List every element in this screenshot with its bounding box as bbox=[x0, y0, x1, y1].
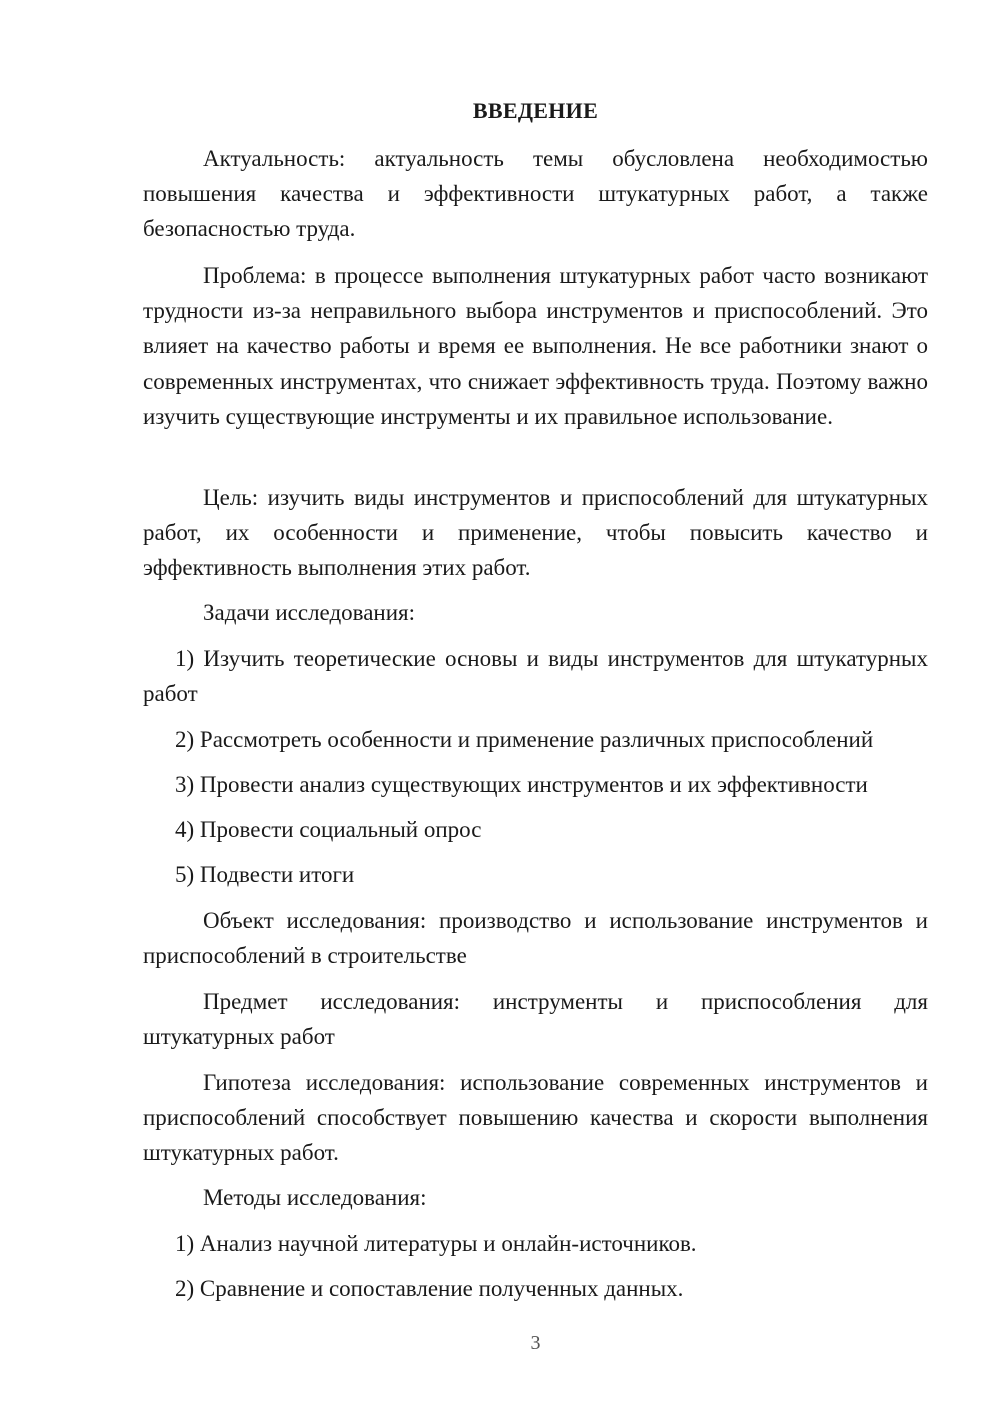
task-item-4: 4) Провести социальный опрос bbox=[175, 817, 482, 842]
task-item-5: 5) Подвести итоги bbox=[175, 862, 355, 887]
method-item-2: 2) Сравнение и сопоставление полученных данных. bbox=[175, 1276, 684, 1301]
paragraph-subject: Предмет исследования: инструменты и приспособления для штукатурных работ bbox=[143, 989, 928, 1050]
task-item-2: 2) Рассмотреть особенности и применение различных приспособлений bbox=[175, 727, 874, 752]
paragraph-object: Объект исследования: производство и использование инструментов и приспособлений в строительстве bbox=[143, 908, 928, 969]
method-item-1: 1) Анализ научной литературы и онлайн-источников. bbox=[175, 1231, 697, 1256]
paragraph-hypothesis: Гипотеза исследования: использование современных инструментов и приспособлений способствует повышению качества и скорости выполнения штукатурных работ. bbox=[143, 1070, 928, 1166]
methods-heading: Методы исследования: bbox=[203, 1185, 427, 1210]
tasks-heading: Задачи исследования: bbox=[203, 600, 416, 625]
page-title: ВВЕДЕНИЕ bbox=[472, 98, 599, 123]
paragraph-problem: Проблема: в процессе выполнения штукатурных работ часто возникают трудности из-за неправильного выбора инструментов и приспособлений. Это влияет на качество работы и время ее выполнения. Не все работники знают о современных инструментах, что снижает эффективность труда. Поэтому важно изучить существующие инструменты и их правильное использование. bbox=[143, 263, 928, 429]
task-item-1: 1) Изучить теоретические основы и виды инструментов для штукатурных работ bbox=[143, 646, 928, 707]
document-page bbox=[143, 0, 928, 1414]
paragraph-goal: Цель: изучить виды инструментов и приспособлений для штукатурных работ, их особенности и применение, чтобы повысить качество и эффективность выполнения этих работ. bbox=[143, 485, 928, 581]
paragraph-relevance: Актуальность: актуальность темы обусловлена необходимостью повышения качества и эффективности штукатурных работ, а также безопасностью труда. bbox=[143, 146, 928, 242]
task-item-3: 3) Провести анализ существующих инструментов и их эффективности bbox=[175, 772, 868, 797]
page-number: 3 bbox=[530, 1332, 541, 1354]
